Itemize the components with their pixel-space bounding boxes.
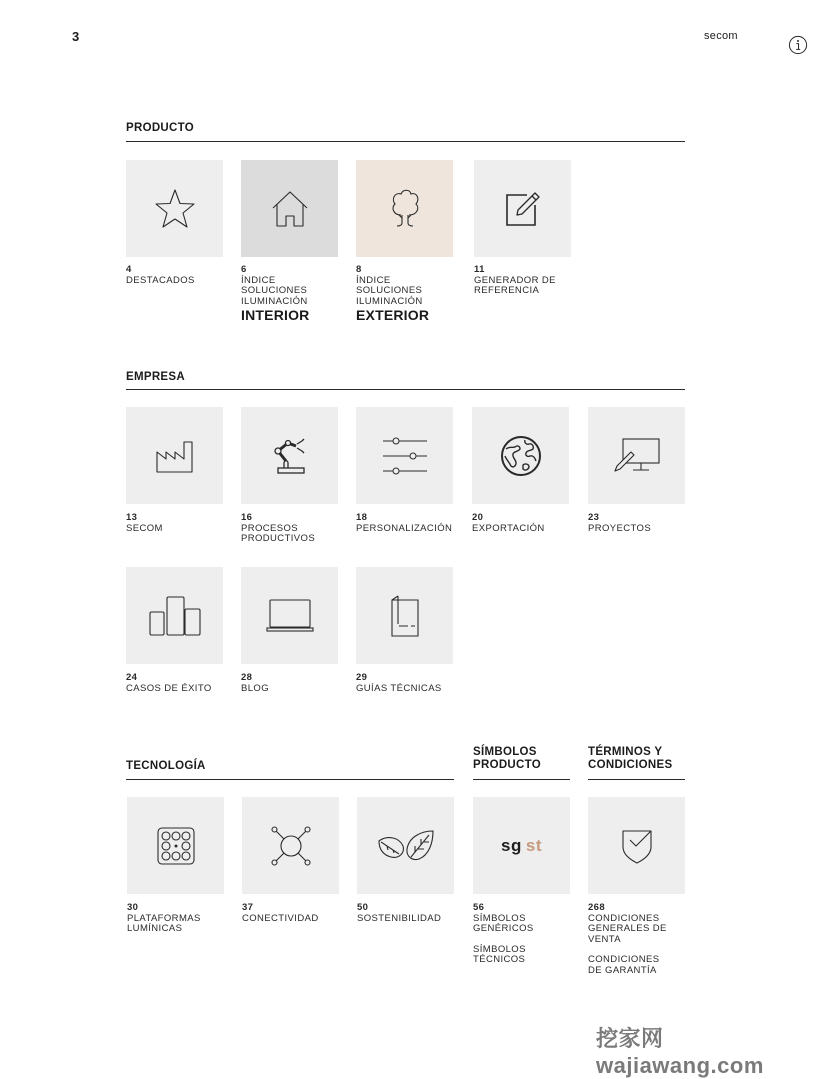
logo-sg: sg xyxy=(501,835,522,855)
caption-conectividad[interactable] xyxy=(242,903,362,924)
shield-check-icon xyxy=(621,827,653,865)
page-ref: 4 xyxy=(126,264,132,275)
caption-line: ILUMINACIÓN xyxy=(241,295,308,307)
tile-conectividad[interactable] xyxy=(242,797,339,894)
logo-st: st xyxy=(525,835,542,855)
page-ref: 18 xyxy=(356,512,368,523)
devices-icon xyxy=(148,595,202,637)
page-ref: 30 xyxy=(127,902,139,913)
page-ref: 29 xyxy=(356,672,368,683)
caption-line: CONDICIONES xyxy=(588,912,660,924)
edit-icon xyxy=(503,189,543,229)
tile-interior[interactable] xyxy=(241,160,338,257)
caption-line: TÉCNICOS xyxy=(473,954,526,965)
tile-personalizacion[interactable] xyxy=(356,407,453,504)
tile-blog[interactable] xyxy=(241,567,338,664)
section-divider xyxy=(126,141,685,142)
caption-exportacion[interactable] xyxy=(472,513,592,534)
caption-simbolos[interactable] xyxy=(473,903,593,966)
caption-destacados[interactable] xyxy=(126,265,246,286)
caption-exterior[interactable] xyxy=(356,265,476,324)
caption-line: REFERENCIA xyxy=(474,285,540,296)
section-divider xyxy=(473,779,570,780)
page-ref: 28 xyxy=(241,672,253,683)
robot-arm-icon xyxy=(270,436,310,476)
caption-secom[interactable] xyxy=(126,513,246,534)
tile-plataformas[interactable] xyxy=(127,797,224,894)
globe-icon xyxy=(500,435,542,477)
network-icon xyxy=(269,824,313,868)
tile-guias-tecnicas[interactable] xyxy=(356,567,453,664)
led-platform-icon xyxy=(156,826,196,866)
caption-line: GENERADOR DE xyxy=(474,274,556,286)
caption-guias-tecnicas[interactable] xyxy=(356,673,476,694)
tile-destacados[interactable] xyxy=(126,160,223,257)
section-divider xyxy=(126,779,454,780)
caption-line: SOLUCIONES xyxy=(241,285,308,296)
caption-plataformas[interactable] xyxy=(127,903,247,935)
caption-terminos[interactable] xyxy=(588,903,708,976)
sliders-icon xyxy=(382,438,428,474)
title-line: CONDICIONES xyxy=(588,759,673,771)
section-divider xyxy=(588,779,685,780)
caption-line: SECOM xyxy=(126,522,163,534)
caption-casos-exito[interactable] xyxy=(126,673,246,694)
info-icon[interactable] xyxy=(788,35,808,55)
section-title-empresa: EMPRESA xyxy=(126,371,185,383)
page-number: 3 xyxy=(72,29,80,44)
caption-line: SOSTENIBILIDAD xyxy=(357,912,442,924)
laptop-icon xyxy=(266,598,314,634)
caption-highlight: INTERIOR xyxy=(241,307,310,323)
section-title-simbolos xyxy=(473,746,541,772)
tile-terminos[interactable] xyxy=(588,797,685,894)
booklet-icon xyxy=(388,594,422,638)
caption-line: GUÍAS TÉCNICAS xyxy=(356,682,442,694)
star-icon xyxy=(153,187,197,231)
section-divider xyxy=(126,389,685,390)
caption-interior[interactable] xyxy=(241,265,361,324)
caption-line: PERSONALIZACIÓN xyxy=(356,522,453,534)
brand-name: secom xyxy=(704,30,738,42)
title-line: PRODUCTO xyxy=(473,759,541,771)
monitor-pen-icon xyxy=(613,437,661,475)
page-ref: 13 xyxy=(126,512,138,523)
page-ref: 11 xyxy=(474,264,485,275)
page-ref: 56 xyxy=(473,902,485,913)
caption-line: CONDICIONES xyxy=(588,954,660,965)
caption-line: ÍNDICE xyxy=(356,274,391,286)
tile-exterior[interactable] xyxy=(356,160,453,257)
page-ref: 20 xyxy=(472,512,484,523)
tile-simbolos[interactable] xyxy=(473,797,570,894)
page-ref: 268 xyxy=(588,902,606,913)
tile-proyectos[interactable] xyxy=(588,407,685,504)
watermark: 挖家网 wajiawang.com xyxy=(596,1026,764,1078)
house-icon xyxy=(270,189,310,229)
caption-procesos[interactable] xyxy=(241,513,361,545)
caption-sostenibilidad[interactable] xyxy=(357,903,477,924)
tile-sostenibilidad[interactable] xyxy=(357,797,454,894)
caption-line: DESTACADOS xyxy=(126,274,195,286)
caption-line: SÍMBOLOS xyxy=(473,943,526,955)
title-line: SÍMBOLOS xyxy=(473,746,537,758)
tree-icon xyxy=(385,187,425,231)
caption-line: GENERALES DE xyxy=(588,923,667,934)
page-ref: 50 xyxy=(357,902,369,913)
leaves-icon xyxy=(377,829,435,863)
caption-generador[interactable] xyxy=(474,265,594,297)
tile-exportacion[interactable] xyxy=(472,407,569,504)
caption-line: PLATAFORMAS xyxy=(127,912,201,924)
title-line: TÉRMINOS Y xyxy=(588,746,663,758)
caption-line: BLOG xyxy=(241,682,269,694)
page-ref: 8 xyxy=(356,264,362,275)
page-ref: 6 xyxy=(241,264,247,275)
caption-line: CASOS DE ÉXITO xyxy=(126,682,212,694)
tile-procesos[interactable] xyxy=(241,407,338,504)
caption-line: CONECTIVIDAD xyxy=(242,912,319,924)
caption-proyectos[interactable] xyxy=(588,513,708,534)
caption-line: PROYECTOS xyxy=(588,522,652,534)
section-title-terminos xyxy=(588,746,672,772)
caption-line: ILUMINACIÓN xyxy=(356,295,423,307)
caption-line: DE GARANTÍA xyxy=(588,964,657,976)
caption-line: VENTA xyxy=(588,933,621,945)
caption-line: GENÉRICOS xyxy=(473,923,534,934)
section-title-producto: PRODUCTO xyxy=(126,122,194,134)
caption-line: LUMÍNICAS xyxy=(127,923,183,934)
tile-secom[interactable] xyxy=(126,407,223,504)
factory-icon xyxy=(155,438,195,474)
tile-casos-exito[interactable] xyxy=(126,567,223,664)
caption-line: PRODUCTIVOS xyxy=(241,533,316,544)
page-ref: 16 xyxy=(241,512,253,523)
sgst-logo xyxy=(501,836,542,856)
caption-line: SOLUCIONES xyxy=(356,285,423,296)
page-ref: 23 xyxy=(588,512,600,523)
page-ref: 37 xyxy=(242,902,254,913)
caption-line: EXPORTACIÓN xyxy=(472,522,545,534)
tile-generador[interactable] xyxy=(474,160,571,257)
caption-personalizacion[interactable] xyxy=(356,513,476,534)
caption-highlight: EXTERIOR xyxy=(356,307,430,323)
caption-line: PROCESOS xyxy=(241,522,299,534)
section-title-tecnologia: TECNOLOGÍA xyxy=(126,760,206,772)
caption-line: ÍNDICE xyxy=(241,274,276,286)
caption-line: SÍMBOLOS xyxy=(473,912,526,924)
page-ref: 24 xyxy=(126,672,138,683)
caption-blog[interactable] xyxy=(241,673,361,694)
